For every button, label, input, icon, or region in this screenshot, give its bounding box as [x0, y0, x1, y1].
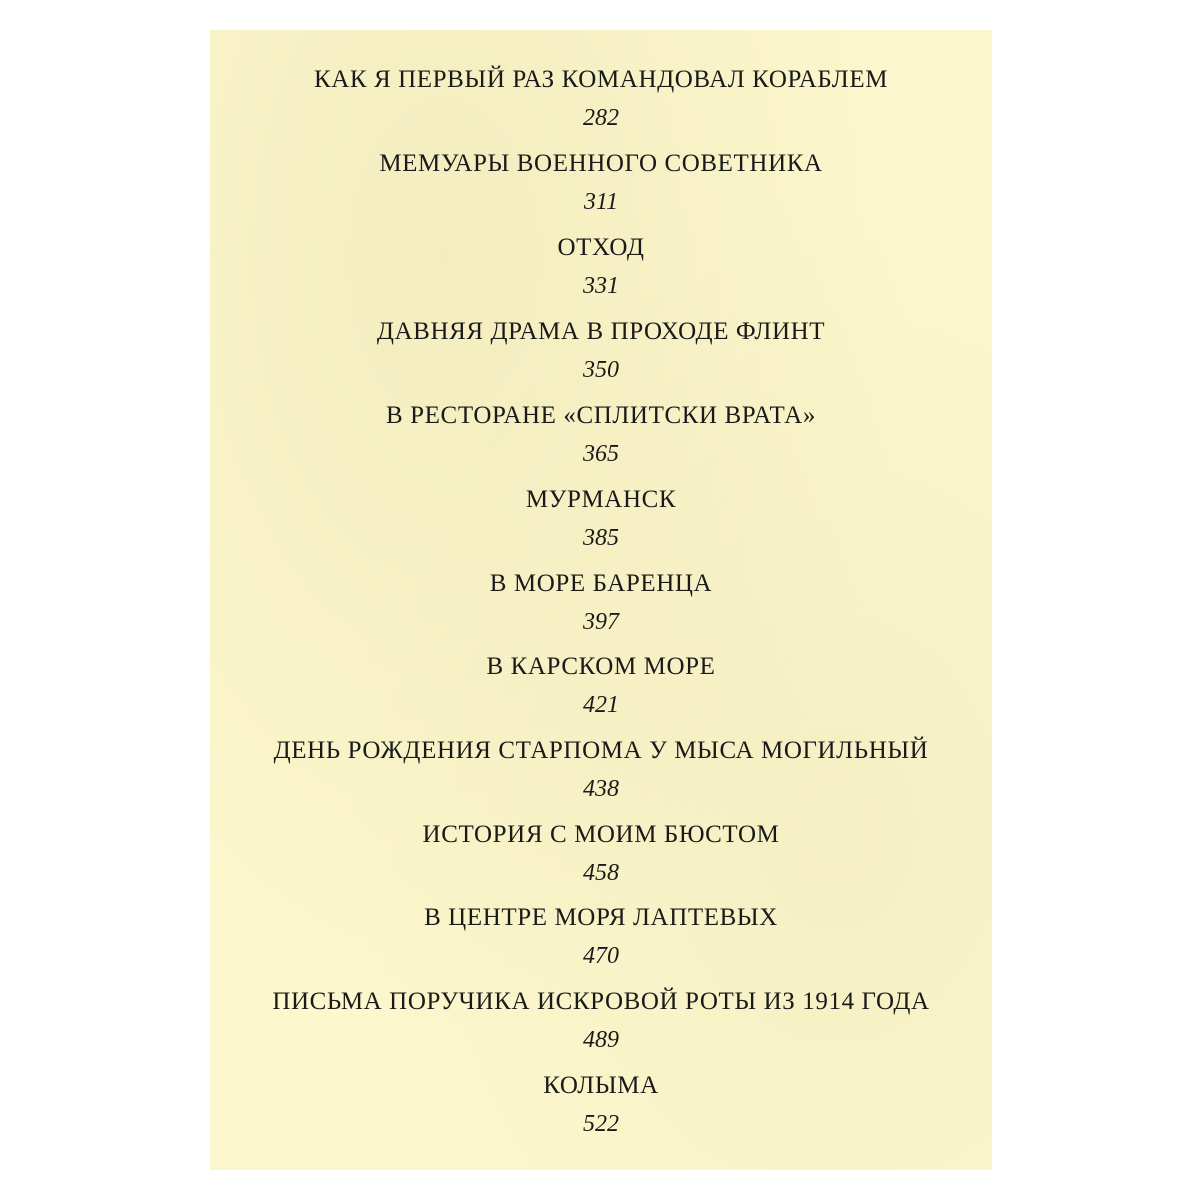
toc-entry-title: МЕМУАРЫ ВОЕННОГО СОВЕТНИКА: [379, 150, 823, 177]
toc-entry-title: КАК Я ПЕРВЫЙ РАЗ КОМАНДОВАЛ КОРАБЛЕМ: [313, 66, 889, 93]
toc-entry-title: МУРМАНСК: [525, 486, 677, 513]
toc-entry: [210, 485, 992, 553]
toc-entry: [210, 569, 992, 637]
toc-entry: [210, 652, 992, 720]
toc-entry: [210, 987, 992, 1055]
toc-entry-page-number: 331: [583, 273, 619, 299]
toc-entry-title: В МОРЕ БАРЕНЦА: [489, 570, 713, 597]
toc-entry: [210, 1071, 992, 1139]
toc-entry: [210, 149, 992, 217]
toc-entry: [210, 65, 992, 133]
table-of-contents: [210, 30, 992, 1170]
toc-entry-title: В КАРСКОМ МОРЕ: [486, 653, 716, 680]
toc-entry: [210, 736, 992, 804]
toc-entry-page-number: 421: [583, 692, 619, 718]
toc-entry-page-number: 365: [583, 441, 619, 467]
toc-entry-page-number: 458: [583, 860, 619, 886]
toc-entry-title: ДАВНЯЯ ДРАМА В ПРОХОДЕ ФЛИНТ: [376, 318, 826, 345]
toc-entry-page-number: 489: [583, 1027, 619, 1053]
toc-entry: [210, 233, 992, 301]
book-page: [210, 30, 992, 1170]
toc-entry-page-number: 350: [583, 357, 619, 383]
toc-entry: [210, 401, 992, 469]
toc-entry-page-number: 397: [583, 609, 619, 635]
toc-entry-title: В РЕСТОРАНЕ «СПЛИТСКИ ВРАТА»: [386, 402, 816, 429]
toc-entry-page-number: 282: [583, 105, 619, 131]
toc-entry-page-number: 438: [583, 776, 619, 802]
toc-entry-title: В ЦЕНТРЕ МОРЯ ЛАПТЕВЫХ: [424, 904, 778, 931]
toc-entry-title: ОТХОД: [557, 234, 645, 261]
toc-entry-page-number: 522: [583, 1111, 619, 1137]
toc-entry-title: ПИСЬМА ПОРУЧИКА ИСКРОВОЙ РОТЫ ИЗ 1914 ГОДА: [272, 988, 930, 1015]
toc-entry-title: КОЛЫМА: [543, 1072, 659, 1099]
toc-entry: [210, 820, 992, 888]
toc-entry-title: ИСТОРИЯ С МОИМ БЮСТОМ: [422, 821, 780, 848]
toc-entry-page-number: 311: [583, 189, 619, 215]
toc-entry-page-number: 470: [583, 943, 619, 969]
toc-entry: [210, 317, 992, 385]
toc-entry-page-number: 385: [583, 525, 619, 551]
toc-entry-title: ДЕНЬ РОЖДЕНИЯ СТАРПОМА У МЫСА МОГИЛЬНЫЙ: [273, 737, 929, 764]
toc-entry: [210, 903, 992, 971]
